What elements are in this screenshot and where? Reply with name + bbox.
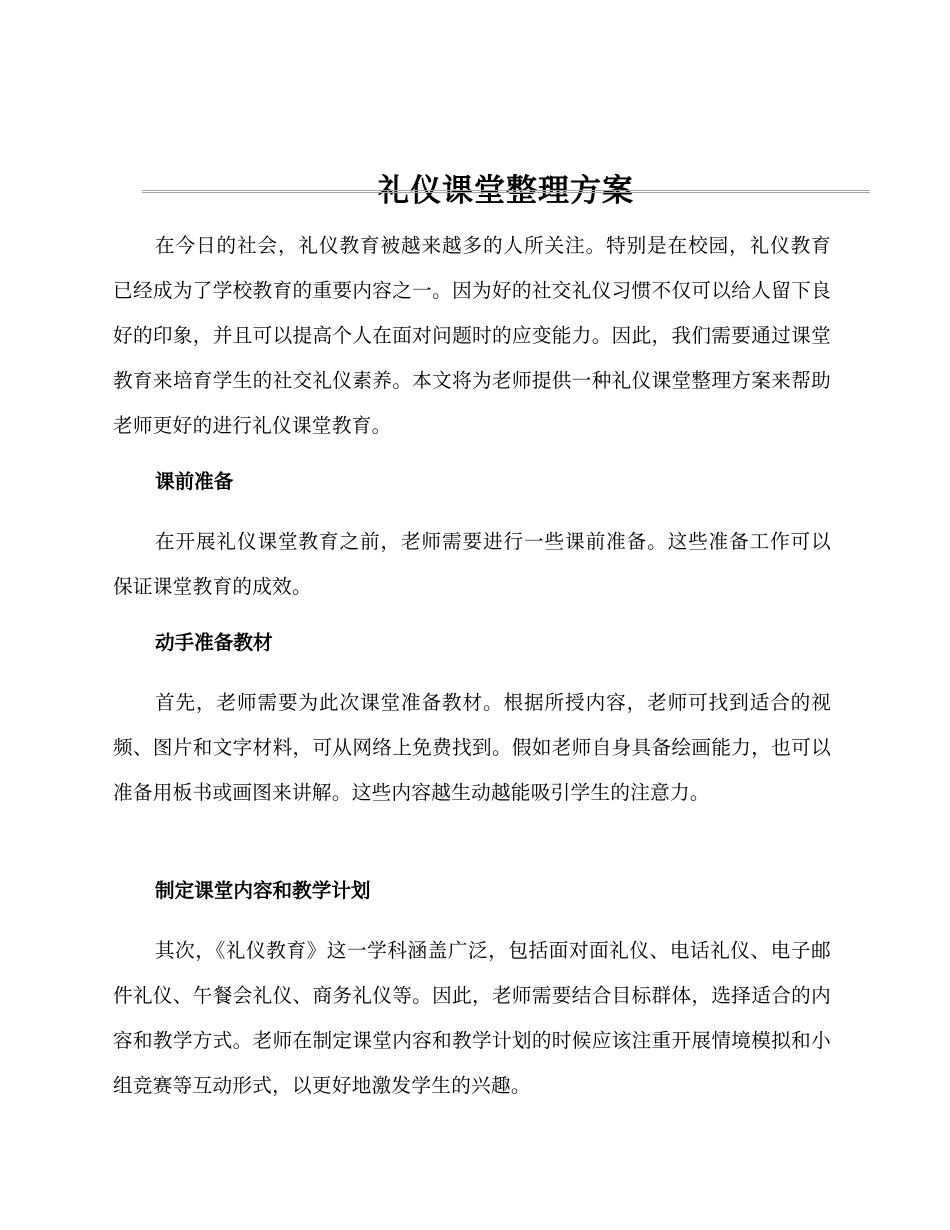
section-heading-materials: 动手准备教材 (155, 631, 273, 654)
section-body-plan: 其次，《礼仪教育》这一学科涵盖广泛，包括面对面礼仪、电话礼仪、电子邮件礼仪、午餐会礼仪、商务礼仪等。因此，老师需要结合目标群体，选择适合的内容和教学方式。老师在制定课堂内容和教学计划的时候应该注重开展情境模拟和小组竞赛等互动形式，以更好地激发学生的兴趣。 (113, 939, 831, 1097)
section-body-preparation: 在开展礼仪课堂教育之前，老师需要进行一些课前准备。这些准备工作可以保证课堂教育的成效。 (113, 530, 831, 598)
section-heading-plan: 制定课堂内容和教学计划 (155, 879, 371, 902)
title-divider (142, 190, 870, 193)
intro-paragraph: 在今日的社会，礼仪教育被越来越多的人所关注。特别是在校园，礼仪教育已经成为了学校教育的重要内容之一。因为好的社交礼仪习惯不仅可以给人留下良好的印象，并且可以提高个人在面对问题时的应变能力。因此，我们需要通过课堂教育来培育学生的社交礼仪素养。本文将为老师提供一种礼仪课堂整理方案来帮助老师更好的进行礼仪课堂教育。 (113, 234, 831, 437)
section-body-materials: 首先，老师需要为此次课堂准备教材。根据所授内容，老师可找到适合的视频、图片和文字材料，可从网络上免费找到。假如老师自身具备绘画能力，也可以准备用板书或画图来讲解。这些内容越生动越能吸引学生的注意力。 (113, 691, 831, 804)
page-title: 礼仪课堂整理方案 (378, 172, 634, 209)
section-heading-preparation: 课前准备 (155, 470, 234, 493)
